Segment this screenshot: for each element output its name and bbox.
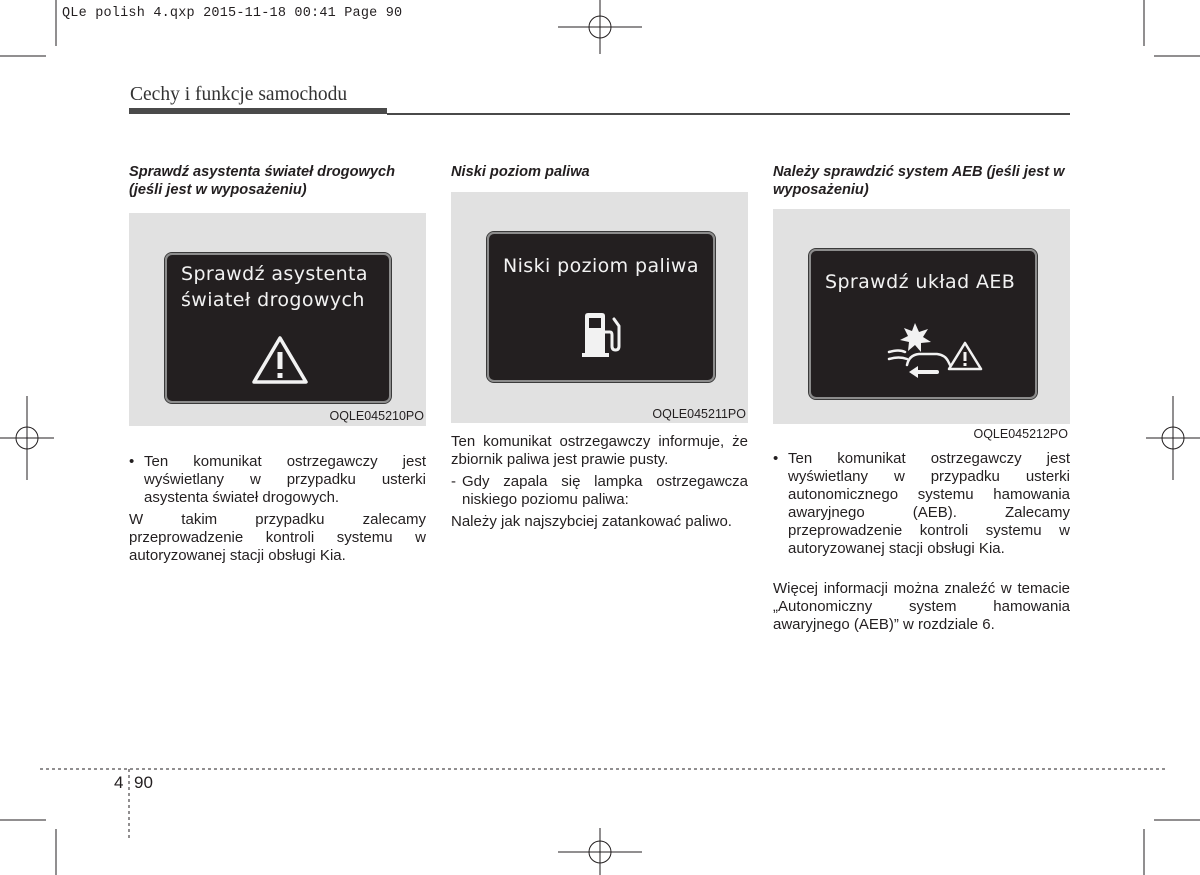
section-title: Cechy i funkcje samochodu (130, 84, 348, 105)
print-slug: QLe polish 4.qxp 2015-11-18 00:41 Page 90 (62, 6, 403, 21)
paragraph: Ten komunikat ostrzegawczy informuje, że zbiornik paliwa jest prawie pusty. (451, 433, 748, 468)
cluster-display (165, 253, 391, 403)
figure-high-beam-assist (129, 213, 426, 426)
bullet-item: • Ten komunikat ostrzegawczy jest wyświetlany w przypadku usterki autonomicznego systemu hamowania awaryjnego (AEB). Zalecamy przeprowadzenie kontroli systemu w autoryzowanej stacji obsługi Kia. (773, 450, 1070, 558)
page-number: 90 (134, 773, 153, 792)
image-code: OQLE045212PO (973, 427, 1068, 441)
display-line: Niski poziom paliwa (503, 255, 699, 277)
paragraph: Należy jak najszybciej zatankować paliwo. (451, 513, 732, 530)
column-body (129, 453, 426, 569)
cluster-display (809, 249, 1037, 399)
paragraph: Więcej informacji można znaleźć w temacie „Autonomiczny system hamowania awaryjnego (AEB)” w rozdziale 6. (773, 580, 1070, 633)
display-message (503, 253, 699, 279)
image-code: OQLE045211PO (652, 407, 746, 421)
column-heading: Sprawdź asystenta świateł drogowych (jeśli jest w wyposażeniu) (129, 164, 396, 198)
title-underline-thick (129, 108, 387, 114)
paragraph: W takim przypadku zalecamy przeprowadzenie kontroli systemu w autoryzowanej stacji obsługi Kia. (129, 511, 426, 564)
column-heading: Należy sprawdzić system AEB (jeśli jest w wyposażeniu) (773, 164, 1065, 198)
display-line: Sprawdź asystenta (181, 263, 368, 285)
display-message (825, 269, 1015, 295)
dash-item: - Gdy zapala się lampka ostrzegawcza niskiego poziomu paliwa: (451, 473, 748, 509)
column-aeb (773, 163, 1070, 199)
column-body (773, 450, 1070, 638)
title-underline-thin (387, 113, 1070, 115)
bullet-item: • Ten komunikat ostrzegawczy jest wyświetlany w przypadku usterki asystenta świateł drogowych. (129, 453, 426, 507)
warning-triangle-icon (251, 335, 309, 385)
cluster-display (487, 232, 715, 382)
display-message (181, 261, 368, 313)
display-line: Sprawdź układ AEB (825, 271, 1016, 293)
image-code: OQLE045210PO (329, 409, 424, 423)
column-low-fuel (451, 163, 748, 181)
column-heading: Niski poziom paliwa (451, 164, 590, 180)
chapter-number: 4 (114, 773, 124, 792)
display-line: świateł drogowych (181, 289, 365, 311)
figure-low-fuel (451, 192, 748, 423)
column-body (451, 433, 748, 535)
column-high-beam-assist (129, 163, 426, 199)
aeb-collision-warning-icon (885, 321, 985, 383)
figure-aeb (773, 209, 1070, 441)
fuel-pump-icon (581, 312, 623, 358)
